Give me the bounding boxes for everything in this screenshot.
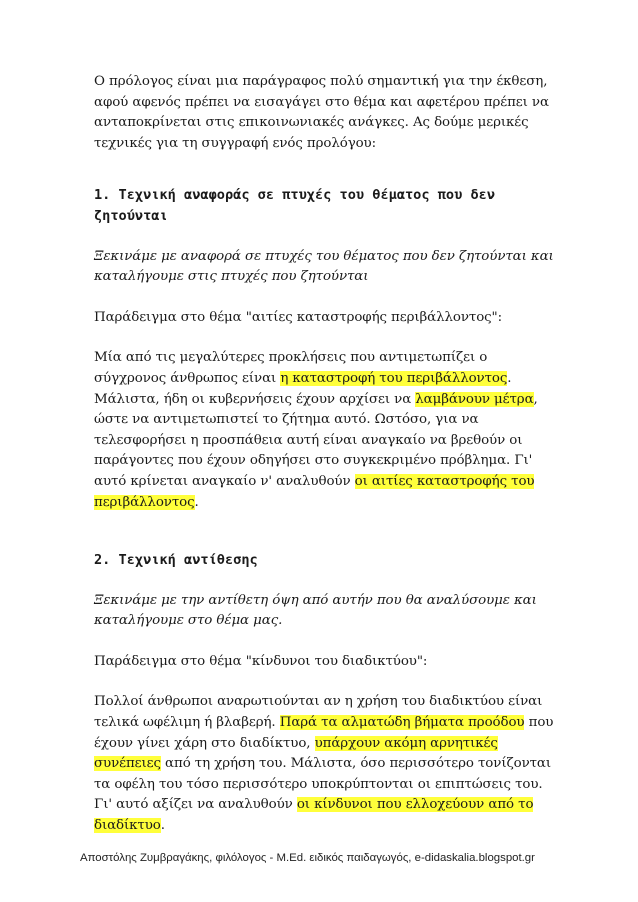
section-2-description: Ξεκινάμε με την αντίθετη όψη από αυτήν που θα αναλύσουμε και καταλήγουμε στο θέμα μας. [94, 592, 537, 629]
body-text: Πολλοί άνθρωποι αναρωτιούνται αν η χρήση του διαδικτύου είναι τελικά ωφέλιμη ή βλαβερή. [94, 694, 543, 731]
intro-paragraph: Ο πρόλογος είναι μια παράγραφος πολύ σημαντική για την έκθεση, αφού αφενός πρέπει να εισαγάγει στο θέμα και αφετέρου πρέπει να ανταποκρίνεται στις επικοινωνιακές ανάγκες. Ας δούμε μερικές τεχνικές για τη συγγραφή ενός προλόγου: [94, 74, 549, 151]
page-footer: Αποστόλης Ζυμβραγάκης, φιλόλογος - M.Ed. ειδικός παιδαγωγός, e-didaskalia.blogspot.gr [80, 852, 535, 864]
body-text: . [194, 494, 199, 510]
section-1-description: Ξεκινάμε με αναφορά σε πτυχές του θέματος που δεν ζητούνται και καταλήγουμε στις πτυχές που ζητούνται [94, 248, 554, 285]
highlighted-phrase: Παρά τα αλματώδη βήματα προόδου [279, 715, 525, 731]
document-page [94, 48, 556, 837]
highlighted-phrase: υπάρχουν ακόμη αρνητικές συνέπειες [94, 735, 498, 772]
body-text: . Μάλιστα, ήδη οι κυβερνήσεις έχουν αρχίσει να [94, 370, 512, 407]
body-text: Μία από τις μεγαλύτερες προκλήσεις που αντιμετωπίζει ο σύγχρονος άνθρωπος είναι [94, 350, 488, 386]
section-1-example-label: Παράδειγμα στο θέμα "αιτίες καταστροφής περιβάλλοντος": [94, 309, 503, 325]
body-text: που έχουν γίνει χάρη στο διαδίκτυο, [94, 715, 554, 751]
highlighted-phrase: λαμβάνουν μέτρα [415, 391, 534, 407]
highlighted-phrase: οι αιτίες καταστροφής του περιβάλλοντος [94, 473, 535, 510]
section-2-example-body [94, 692, 556, 836]
body-text: από τη χρήση του. Μάλιστα, όσο περισσότερο τονίζονται τα οφέλη του τόσο περισσότερο υποκρύπτονται οι επιπτώσεις του. Γι' αυτό αξίζει να αναλυθούν [94, 756, 552, 813]
section-1-heading: 1. Τεχνική αναφοράς σε πτυχές του θέματος που δεν ζητούνται [94, 187, 496, 224]
body-text: . [160, 818, 165, 834]
highlighted-phrase: η καταστροφή του περιβάλλοντος [280, 370, 508, 386]
section-2-example-label: Παράδειγμα στο θέμα "κίνδυνοι του διαδικτύου": [94, 653, 428, 669]
body-text: , ώστε να αντιμετωπιστεί το ζήτημα αυτό. Ωστόσο, για να τελεσφορήσει η προσπάθεια αυτή είναι αναγκαίο να βρεθούν οι παράγοντες που έχουν οδηγήσει στο συγκεκριμένο πρόβλημα. Γι' αυτό κρίνεται αναγκαίο ν' αναλυθούν [94, 391, 538, 489]
section-2-heading: 2. Τεχνική αντίθεσης [94, 552, 258, 569]
highlighted-phrase: οι κίνδυνοι που ελλοχεύουν από το διαδίκτυο [94, 797, 534, 834]
section-1-example-body [94, 348, 556, 513]
